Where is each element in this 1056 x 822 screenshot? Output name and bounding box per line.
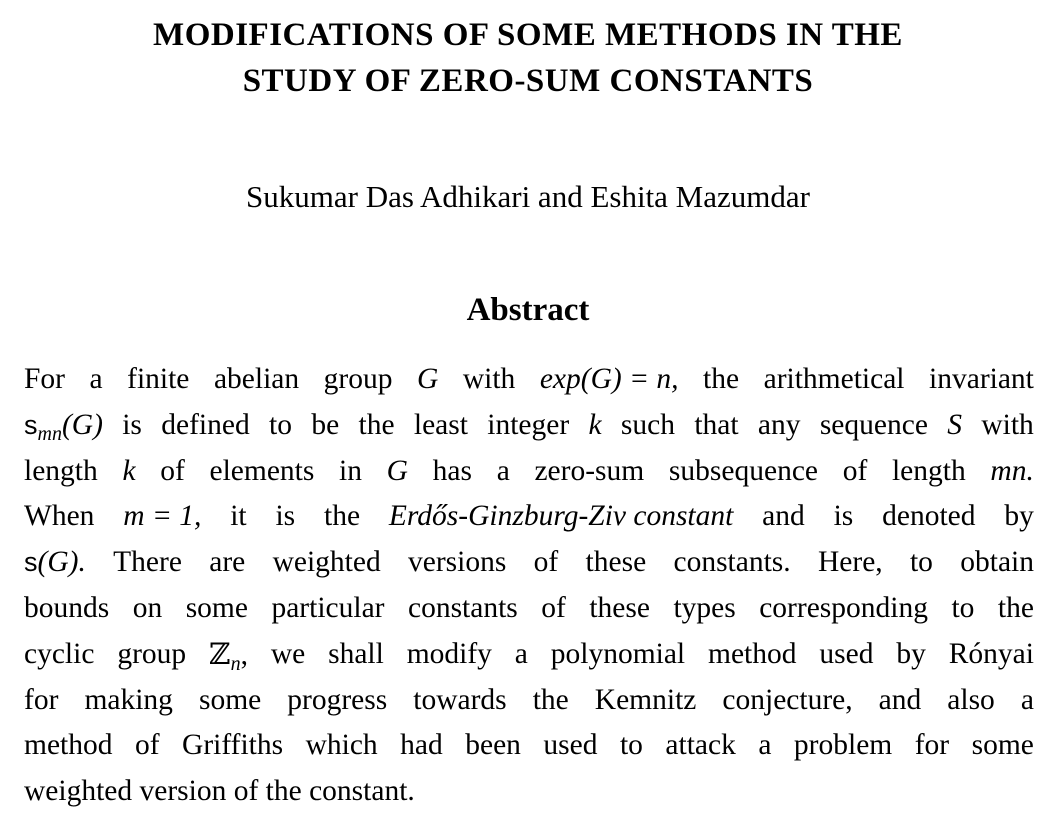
word: progress bbox=[287, 683, 388, 716]
word: denoted bbox=[882, 500, 976, 533]
word: is bbox=[122, 408, 142, 441]
word: Griffiths bbox=[182, 729, 284, 762]
word: also bbox=[947, 683, 995, 716]
abstract-line bbox=[24, 678, 1034, 724]
abstract-line bbox=[24, 723, 1034, 769]
word: abelian bbox=[213, 363, 300, 395]
word: a bbox=[89, 363, 103, 395]
word: a bbox=[514, 637, 528, 670]
math-symbol: G bbox=[386, 454, 408, 487]
word: some bbox=[198, 683, 262, 716]
word: for bbox=[24, 683, 59, 716]
word: length bbox=[891, 454, 966, 487]
word: the bbox=[703, 363, 740, 395]
word: Rónyai bbox=[948, 637, 1034, 670]
word: conjecture, bbox=[722, 683, 853, 716]
abstract-line bbox=[24, 403, 1034, 449]
word: making bbox=[84, 683, 173, 716]
word: modify bbox=[406, 637, 492, 670]
word: polynomial bbox=[550, 637, 686, 670]
word: a bbox=[758, 729, 772, 762]
word: subsequence bbox=[668, 454, 819, 487]
word: the bbox=[324, 500, 361, 533]
title-line-1: MODIFICATIONS OF SOME METHODS IN THE bbox=[153, 17, 903, 53]
word: towards bbox=[413, 683, 507, 716]
word: method bbox=[708, 637, 797, 670]
word: used bbox=[819, 637, 874, 670]
math-expression: m = 1, bbox=[123, 500, 202, 533]
word: is bbox=[275, 500, 296, 533]
word: zero-sum bbox=[534, 454, 645, 487]
word: such bbox=[620, 408, 675, 441]
math-s-of-g: s(G). bbox=[24, 546, 86, 579]
word: any bbox=[757, 408, 801, 441]
word: bounds bbox=[24, 591, 110, 624]
word: had bbox=[400, 729, 443, 762]
math-expression: exp(G) = n, bbox=[539, 363, 679, 395]
word: particular bbox=[271, 591, 385, 624]
word: that bbox=[694, 408, 739, 441]
math-symbol: G bbox=[417, 363, 439, 395]
word: is bbox=[833, 500, 854, 533]
word: constants bbox=[407, 591, 518, 624]
word: When bbox=[24, 500, 95, 533]
word: these bbox=[589, 591, 650, 624]
word: the bbox=[997, 591, 1034, 624]
emphasized-term: Erdős-Ginzburg-Ziv constant bbox=[388, 500, 734, 533]
word: least bbox=[413, 408, 468, 441]
word: versions bbox=[408, 546, 507, 579]
word: attack bbox=[665, 729, 736, 762]
word: by bbox=[1004, 500, 1034, 533]
abstract-line bbox=[24, 540, 1034, 586]
word: There bbox=[113, 546, 182, 579]
word: it bbox=[230, 500, 247, 533]
word: we bbox=[270, 637, 306, 670]
word: has bbox=[432, 454, 472, 487]
abstract-line bbox=[24, 357, 1034, 403]
math-smn-of-g: $s_{mn}(G)$ bbox=[24, 408, 103, 445]
word: For bbox=[24, 363, 65, 395]
word: constants. bbox=[673, 546, 791, 579]
word: to bbox=[619, 729, 643, 762]
abstract-body bbox=[24, 357, 1034, 815]
word: to bbox=[951, 591, 975, 624]
word: been bbox=[465, 729, 521, 762]
word: finite bbox=[127, 363, 190, 395]
word: corresponding bbox=[759, 591, 928, 624]
word: a bbox=[1020, 683, 1034, 716]
word: on bbox=[132, 591, 163, 624]
word: defined bbox=[161, 408, 250, 441]
title-line-2: STUDY OF ZERO-SUM CONSTANTS bbox=[242, 63, 814, 99]
math-symbol: S bbox=[947, 408, 963, 441]
math-zn: ℤ$_n$, bbox=[209, 636, 248, 675]
word: group bbox=[323, 363, 393, 395]
word: are bbox=[209, 546, 246, 579]
paper-authors: Sukumar Das Adhikari and Eshita Mazumdar bbox=[246, 179, 810, 214]
word: and bbox=[878, 683, 922, 716]
word: the bbox=[532, 683, 569, 716]
word: of bbox=[134, 729, 160, 762]
word: some bbox=[185, 591, 248, 624]
word: sequence bbox=[819, 408, 928, 441]
word: cyclic bbox=[24, 637, 95, 670]
word: in bbox=[339, 454, 362, 487]
word: elements bbox=[209, 454, 315, 487]
word: of bbox=[541, 591, 566, 624]
abstract-line bbox=[24, 449, 1034, 495]
word: of bbox=[842, 454, 868, 487]
word: to bbox=[269, 408, 292, 441]
word: and bbox=[762, 500, 805, 533]
word: invariant bbox=[929, 363, 1034, 395]
word: obtain bbox=[960, 546, 1034, 579]
word: to bbox=[909, 546, 933, 579]
word: weighted bbox=[272, 546, 381, 579]
word: arithmetical bbox=[763, 363, 905, 395]
word: be bbox=[311, 408, 340, 441]
word: some bbox=[971, 729, 1034, 762]
math-symbol: k bbox=[588, 408, 602, 441]
word: Here, bbox=[817, 546, 883, 579]
word: shall bbox=[328, 637, 384, 670]
abstract-line bbox=[24, 494, 1034, 540]
word: method bbox=[24, 729, 113, 762]
word: of bbox=[160, 454, 185, 487]
word: these bbox=[585, 546, 647, 579]
paper-title bbox=[0, 12, 1056, 104]
word: used bbox=[543, 729, 598, 762]
word: for bbox=[914, 729, 950, 762]
word: which bbox=[305, 729, 378, 762]
word: by bbox=[896, 637, 926, 670]
abstract-line bbox=[24, 632, 1034, 678]
word: problem bbox=[793, 729, 893, 762]
math-symbol: mn. bbox=[990, 454, 1034, 487]
word: length bbox=[24, 454, 98, 487]
abstract-heading: Abstract bbox=[466, 292, 590, 328]
abstract-line bbox=[24, 586, 1034, 632]
abstract-last-line: weighted version of the constant. bbox=[24, 775, 415, 808]
word: types bbox=[673, 591, 736, 624]
abstract-line bbox=[24, 769, 1034, 815]
word: with bbox=[462, 363, 516, 395]
word: integer bbox=[487, 408, 570, 441]
word: the bbox=[358, 408, 395, 441]
word: group bbox=[117, 637, 187, 670]
word: of bbox=[533, 546, 559, 579]
word: Kemnitz bbox=[594, 683, 697, 716]
word: a bbox=[496, 454, 510, 487]
word: with bbox=[981, 408, 1034, 441]
math-symbol: k bbox=[122, 454, 136, 487]
